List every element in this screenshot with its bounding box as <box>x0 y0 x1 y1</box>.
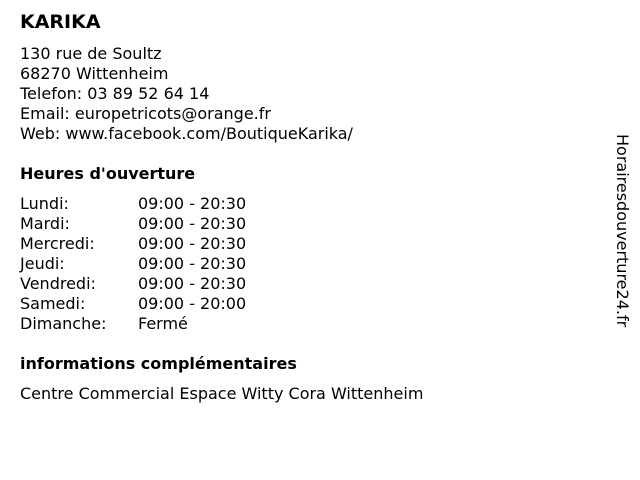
hours-row-wednesday <box>20 234 246 254</box>
address-city: 68270 Wittenheim <box>20 64 169 83</box>
time-value: 09:00 - 20:00 <box>138 294 247 313</box>
day-label: Samedi: <box>20 294 86 313</box>
day-label: Vendredi: <box>20 274 96 293</box>
address-street: 130 rue de Soultz <box>20 44 162 63</box>
day-label: Mercredi: <box>20 234 95 253</box>
phone-line: Telefon: 03 89 52 64 14 <box>20 84 210 103</box>
time-value: 09:00 - 20:30 <box>138 214 247 233</box>
day-label: Mardi: <box>20 214 70 233</box>
time-value: 09:00 - 20:30 <box>138 194 247 213</box>
time-value: 09:00 - 20:30 <box>138 254 247 273</box>
hours-row-saturday <box>20 294 246 314</box>
hours-row-friday <box>20 274 246 294</box>
day-label: Lundi: <box>20 194 69 213</box>
time-value: 09:00 - 20:30 <box>138 274 247 293</box>
opening-hours-table <box>20 194 246 334</box>
additional-info-heading: informations complémentaires <box>20 354 297 373</box>
day-label: Jeudi: <box>20 254 65 273</box>
email-line: Email: europetricots@orange.fr <box>20 104 271 123</box>
day-label: Dimanche: <box>20 314 107 333</box>
web-line: Web: www.facebook.com/BoutiqueKarika/ <box>20 124 353 143</box>
opening-hours-heading: Heures d'ouverture <box>20 164 196 183</box>
additional-info-text: Centre Commercial Espace Witty Cora Wittenheim <box>20 384 424 403</box>
hours-row-thursday <box>20 254 246 274</box>
time-value: 09:00 - 20:30 <box>138 234 247 253</box>
hours-row-sunday <box>20 314 246 334</box>
business-name: KARIKA <box>20 11 101 33</box>
hours-row-monday <box>20 194 246 214</box>
hours-row-tuesday <box>20 214 246 234</box>
contact-block <box>20 44 353 144</box>
site-watermark: Horairesdouverture24.fr <box>613 134 632 328</box>
time-value: Fermé <box>138 314 188 333</box>
